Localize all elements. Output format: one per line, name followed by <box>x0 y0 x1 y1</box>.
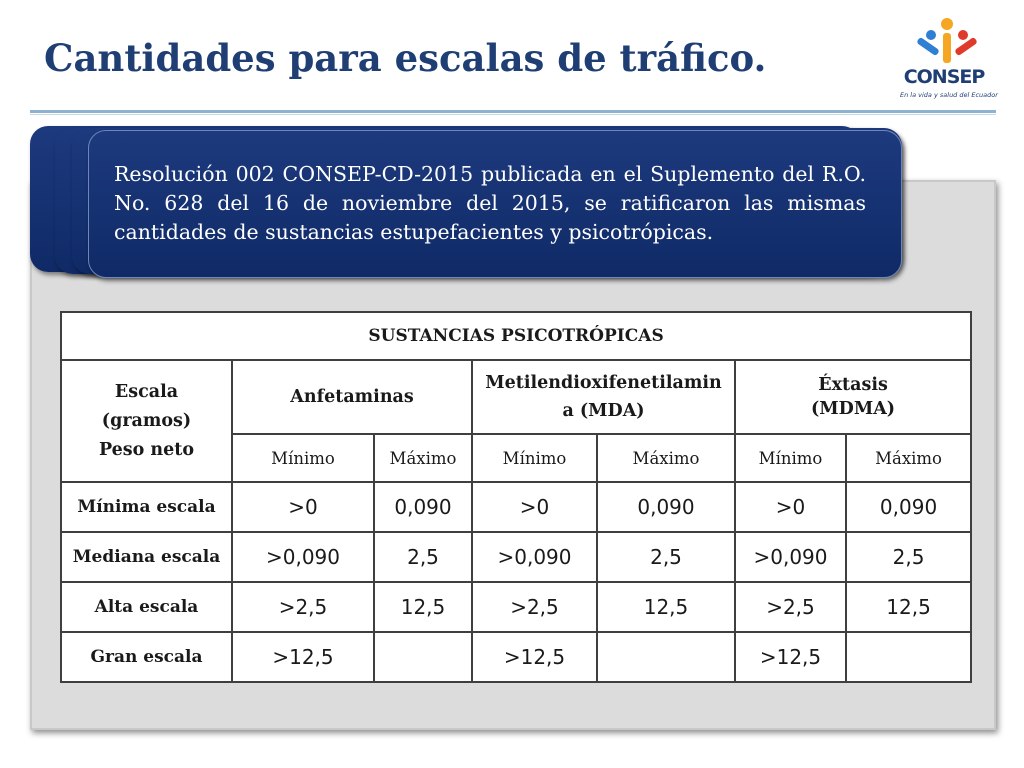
table-cell: 2,5 <box>374 532 472 582</box>
consep-logo <box>898 16 998 102</box>
title-divider <box>30 110 996 113</box>
table-cell: 12,5 <box>846 582 971 632</box>
substance-header: Anfetaminas <box>232 360 472 434</box>
max-header: Máximo <box>597 434 735 482</box>
table-cell: 12,5 <box>374 582 472 632</box>
scale-header-line: Escala <box>114 381 179 402</box>
table-cell: >0,090 <box>232 532 374 582</box>
table-row <box>61 532 971 582</box>
min-header: Mínimo <box>472 434 597 482</box>
table-cell: 2,5 <box>846 532 971 582</box>
table-cell: 0,090 <box>597 482 735 532</box>
row-label: Mediana escala <box>61 532 232 582</box>
row-label: Gran escala <box>61 632 232 682</box>
table-cell: 0,090 <box>374 482 472 532</box>
table-cell: >0,090 <box>472 532 597 582</box>
table-row <box>61 632 971 682</box>
max-header: Máximo <box>846 434 971 482</box>
table-cell: >2,5 <box>232 582 374 632</box>
scale-column-header <box>61 360 232 482</box>
resolution-text: Resolución 002 CONSEP-CD-2015 publicada en el Suplemento del R.O. No. 628 del 16 de noviembre del 2015, se ratificaron las mismas cantidades de sustancias estupefacientes y psicotrópicas. <box>114 162 866 244</box>
logo-wordmark: CONSEP <box>903 66 985 88</box>
table-cell: 0,090 <box>846 482 971 532</box>
row-label: Mínima escala <box>61 482 232 532</box>
table-cell: >12,5 <box>232 632 374 682</box>
max-header: Máximo <box>374 434 472 482</box>
table-title: SUSTANCIAS PSICOTRÓPICAS <box>61 312 971 360</box>
table-cell: >0 <box>735 482 846 532</box>
row-label: Alta escala <box>61 582 232 632</box>
table-cell: >0 <box>472 482 597 532</box>
table-cell: 2,5 <box>597 532 735 582</box>
table-cell: >2,5 <box>735 582 846 632</box>
table-cell: >12,5 <box>735 632 846 682</box>
slide-title: Cantidades para escalas de tráfico. <box>44 36 767 80</box>
scales-table <box>60 311 972 683</box>
scale-header-line: (gramos) <box>101 410 192 431</box>
table-row <box>61 482 971 532</box>
table-cell: >0 <box>232 482 374 532</box>
table-row <box>61 582 971 632</box>
logo-tagline: En la vida y salud del Ecuador <box>900 91 998 99</box>
substance-header-text: Metilendioxifenetilamin a (MDA) <box>485 373 722 421</box>
table-cell: 12,5 <box>597 582 735 632</box>
title-divider-light <box>30 114 996 115</box>
scale-header-line: Peso neto <box>98 439 195 460</box>
table-cell: >0,090 <box>735 532 846 582</box>
table-cell <box>846 632 971 682</box>
substance-header <box>735 360 971 434</box>
table-cell: >12,5 <box>472 632 597 682</box>
table-cell: >2,5 <box>472 582 597 632</box>
substance-header-text: Éxtasis (MDMA) <box>811 375 896 419</box>
substance-header <box>472 360 735 434</box>
min-header: Mínimo <box>735 434 846 482</box>
table-cell <box>597 632 735 682</box>
min-header: Mínimo <box>232 434 374 482</box>
table-cell <box>374 632 472 682</box>
